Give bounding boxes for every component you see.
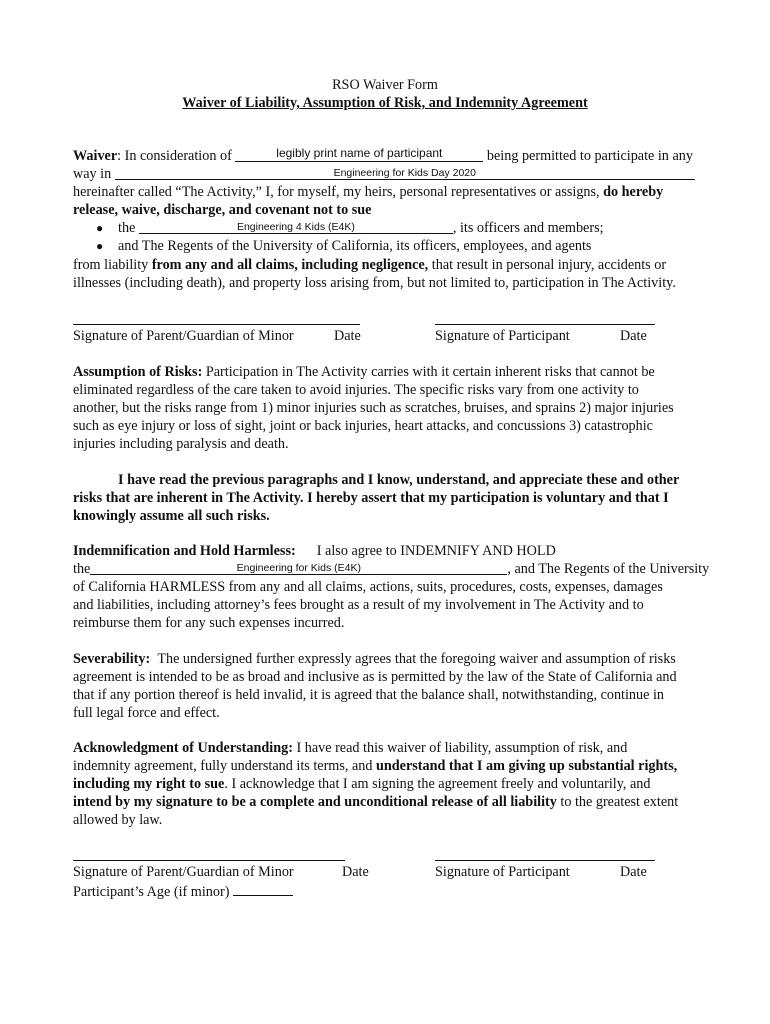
acknowledgment-line-1: Acknowledgment of Understanding: I have read this waiver of liability, assumption of risk, and <box>73 740 628 756</box>
participant-name-field[interactable]: legibly print name of participant <box>235 147 483 162</box>
parent-date-label-2: Date <box>342 864 369 880</box>
participant-date-label-1: Date <box>620 328 647 344</box>
waiver-line-7: from liability from any and all claims, including negligence, that result in personal injury, accidents or <box>73 257 667 273</box>
participant-date-label-2: Date <box>620 864 647 880</box>
assumption-line-4: such as eye injury or loss of sight, joint or back injuries, heart attacks, and concussions 3) catastrophic <box>73 418 653 434</box>
acknowledgment-line-5: allowed by law. <box>73 812 163 828</box>
parent-signature-line-1[interactable] <box>73 324 360 325</box>
waiver-line-3: hereinafter called “The Activity,” I, for myself, my heirs, personal representatives or assigns, do hereby <box>73 184 664 200</box>
activity-field[interactable]: Engineering for Kids Day 2020 <box>115 165 695 180</box>
waiver-line-4: release, waive, discharge, and covenant not to sue <box>73 202 372 218</box>
form-title: RSO Waiver Form <box>332 77 438 93</box>
assumption-line-5: injuries including paralysis and death. <box>73 436 289 452</box>
assumption-line-1: Assumption of Risks: Participation in The Activity carries with it certain inherent risks that cannot be <box>73 364 655 380</box>
waiver-line-1: Waiver: In consideration of $^{legibly print name of participant}$ being permitted to participate in any <box>73 146 693 164</box>
waiver-line-2: way in Engineering for Kids Day 2020 <box>73 165 695 183</box>
read-statement-line-3: knowingly assume all such risks. <box>73 508 270 524</box>
read-statement-line-1: I have read the previous paragraphs and I know, understand, and appreciate these and other <box>118 472 680 488</box>
acknowledgment-heading: Acknowledgment of Understanding: <box>73 740 293 756</box>
indemnification-line-1: Indemnification and Hold Harmless: I also agree to INDEMNIFY AND HOLD <box>73 543 556 559</box>
bullet-1-marker: ● <box>96 221 104 235</box>
participant-signature-label-1: Signature of Participant <box>435 328 570 344</box>
severability-line-2: agreement is intended to be as broad and inclusive as is permitted by the law of the State of California and <box>73 669 677 685</box>
waiver-bullet-2: and The Regents of the University of California, its officers, employees, and agents <box>118 238 592 254</box>
indemnification-heading: Indemnification and Hold Harmless: <box>73 543 296 559</box>
severability-line-4: full legal force and effect. <box>73 705 220 721</box>
participant-age-field[interactable] <box>233 881 293 896</box>
assumption-line-3: another, but the risks range from 1) minor injuries such as scratches, bruises, and sprains 2) major injuries <box>73 400 674 416</box>
participant-signature-label-2: Signature of Participant <box>435 864 570 880</box>
indemnified-party-field[interactable]: Engineering for Kids (E4K) <box>90 560 507 575</box>
assumption-heading: Assumption of Risks: <box>73 364 203 380</box>
acknowledgment-line-4: intend by my signature to be a complete and unconditional release of all liability to the greatest extent <box>73 794 679 810</box>
indemnification-line-4: and liabilities, including attorney’s fees brought as a result of my involvement in The Activity and to <box>73 597 644 613</box>
severability-line-3: that if any portion thereof is held invalid, it is agreed that the balance shall, notwithstanding, continue in <box>73 687 664 703</box>
participant-signature-line-1[interactable] <box>435 324 655 325</box>
organization-field[interactable]: Engineering 4 Kids (E4K) <box>139 219 453 234</box>
participant-age-label: Participant’s Age (if minor) <box>73 884 230 900</box>
read-statement-line-2: risks that are inherent in The Activity. I hereby assert that my participation is voluntary and that I <box>73 490 669 506</box>
parent-signature-line-2[interactable] <box>73 860 345 861</box>
parent-signature-label-1: Signature of Parent/Guardian of Minor <box>73 328 294 344</box>
parent-signature-label-2: Signature of Parent/Guardian of Minor <box>73 864 294 880</box>
parent-date-label-1: Date <box>334 328 361 344</box>
participant-age-row <box>73 881 293 901</box>
waiver-line-8: illnesses (including death), and property loss arising from, but not limited to, participation in The Activity. <box>73 275 676 291</box>
acknowledgment-line-2: indemnity agreement, fully understand its terms, and understand that I am giving up substantial rights, <box>73 758 678 774</box>
waiver-bullet-1: the Engineering 4 Kids (E4K) , its officers and members; <box>118 220 604 236</box>
indemnification-line-3: of California HARMLESS from any and all claims, actions, suits, procedures, costs, expenses, damages <box>73 579 663 595</box>
acknowledgment-line-3: including my right to sue. I acknowledge that I am signing the agreement freely and voluntarily, and <box>73 776 651 792</box>
bullet-2-marker: ● <box>96 239 104 253</box>
form-subtitle: Waiver of Liability, Assumption of Risk, and Indemnity Agreement <box>182 95 588 111</box>
participant-signature-line-2[interactable] <box>435 860 655 861</box>
assumption-line-2: eliminated regardless of the care taken to avoid injuries. The specific risks vary from one activity to <box>73 382 639 398</box>
indemnification-line-5: reimburse them for any such expenses incurred. <box>73 615 345 631</box>
severability-heading: Severability: <box>73 651 151 667</box>
waiver-heading: Waiver <box>73 148 118 164</box>
indemnification-line-2: the Engineering for Kids (E4K) , and The Regents of the University <box>73 561 710 577</box>
severability-line-1: Severability: The undersigned further expressly agrees that the foregoing waiver and assumption of risks <box>73 651 676 667</box>
